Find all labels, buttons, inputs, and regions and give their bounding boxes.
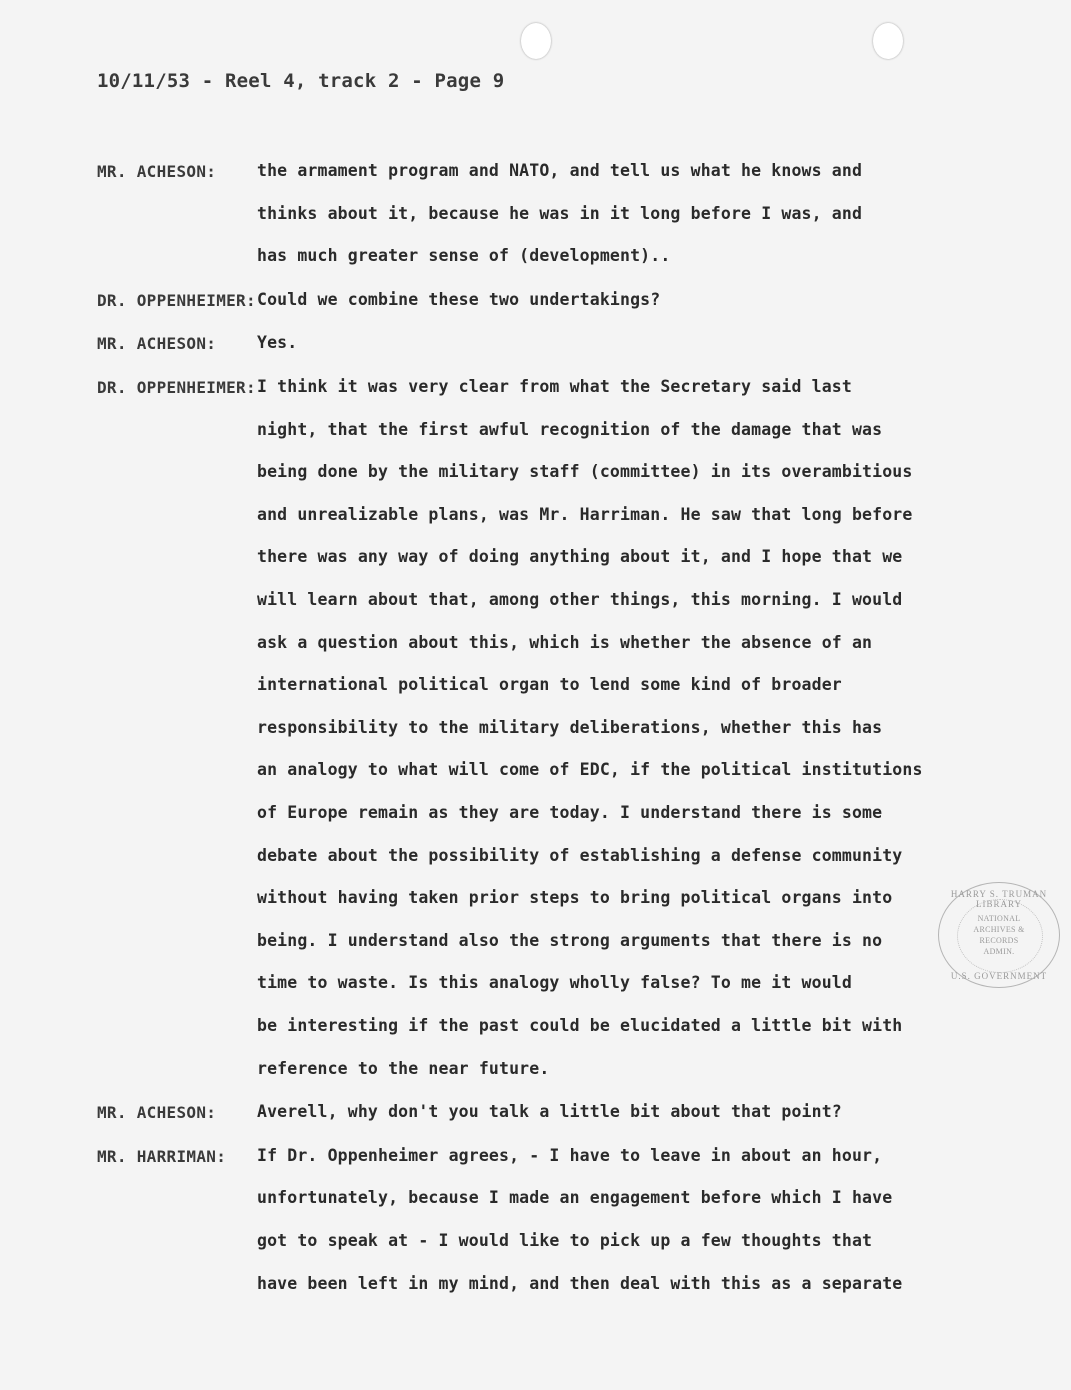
transcript-line: have been left in my mind, and then deal with this as a separate bbox=[257, 1273, 903, 1293]
transcript-line: Averell, why don't you talk a little bit about that point? bbox=[257, 1102, 842, 1122]
stamp-top-text: HARRY S. TRUMAN LIBRARY bbox=[950, 889, 1048, 909]
stamp-bottom-text: U.S. GOVERNMENT bbox=[950, 971, 1048, 981]
stamp-center-line: ARCHIVES & bbox=[973, 925, 1025, 934]
speaker-label: MR. ACHESON: bbox=[97, 1103, 217, 1123]
speaker-label: DR. OPPENHEIMER: bbox=[97, 290, 256, 310]
transcript-line: will learn about that, among other things, this morning. I would bbox=[257, 590, 903, 609]
transcript-line: ask a question about this, which is whether the absence of an bbox=[257, 632, 873, 652]
stamp-center-line: NATIONAL bbox=[977, 914, 1021, 923]
transcript-line: being done by the military staff (committee) in its overambitious bbox=[257, 462, 913, 482]
transcript-line: night, that the first awful recognition of the damage that was bbox=[257, 419, 883, 439]
transcript-line: If Dr. Oppenheimer agrees, - I have to leave in about an hour, bbox=[257, 1145, 883, 1165]
transcript-line: be interesting if the past could be elucidated a little bit with bbox=[257, 1016, 903, 1035]
stamp-center-line: ADMIN. bbox=[983, 947, 1015, 956]
transcript-line: an analogy to what will come of EDC, if the political institutions bbox=[257, 760, 923, 780]
stamp-center-text bbox=[939, 913, 1059, 957]
page-header: 10/11/53 - Reel 4, track 2 - Page 9 bbox=[97, 70, 505, 92]
transcript-line: without having taken prior steps to bring political organs into bbox=[257, 888, 893, 908]
transcript-line: time to waste. Is this analogy wholly false? To me it would bbox=[257, 973, 852, 993]
speaker-label: MR. HARRIMAN: bbox=[97, 1146, 227, 1166]
transcript-line: Yes. bbox=[257, 333, 298, 353]
speaker-label: DR. OPPENHEIMER: bbox=[97, 378, 256, 397]
transcript-line: of Europe remain as they are today. I understand there is some bbox=[257, 803, 883, 822]
transcript-line: reference to the near future. bbox=[257, 1058, 550, 1078]
transcript-line: has much greater sense of (development).. bbox=[257, 246, 671, 266]
transcript-line: international political organ to lend some kind of broader bbox=[257, 675, 842, 695]
transcript-line: responsibility to the military deliberations, whether this has bbox=[257, 717, 883, 737]
transcript-line: Could we combine these two undertakings? bbox=[257, 289, 661, 309]
transcript-line: unfortunately, because I made an engagement before which I have bbox=[257, 1188, 893, 1208]
transcript-line: thinks about it, because he was in it long before I was, and bbox=[257, 203, 863, 223]
transcript-line: there was any way of doing anything about it, and I hope that we bbox=[257, 547, 903, 567]
punch-hole-left bbox=[521, 23, 551, 59]
transcript-line: got to speak at - I would like to pick up a few thoughts that bbox=[257, 1231, 873, 1250]
transcript-line: debate about the possibility of establishing a defense community bbox=[257, 845, 903, 865]
speaker-label: MR. ACHESON: bbox=[97, 334, 217, 354]
stamp-center-line: RECORDS bbox=[979, 936, 1019, 945]
speaker-label: MR. ACHESON: bbox=[97, 162, 217, 181]
transcript-line: being. I understand also the strong arguments that there is no bbox=[257, 930, 883, 950]
archive-stamp bbox=[938, 882, 1060, 988]
punch-hole-right bbox=[873, 23, 903, 59]
transcript-line: and unrealizable plans, was Mr. Harriman. He saw that long before bbox=[257, 504, 913, 524]
transcript-line: I think it was very clear from what the Secretary said last bbox=[257, 377, 852, 396]
transcript-line: the armament program and NATO, and tell us what he knows and bbox=[257, 161, 863, 180]
